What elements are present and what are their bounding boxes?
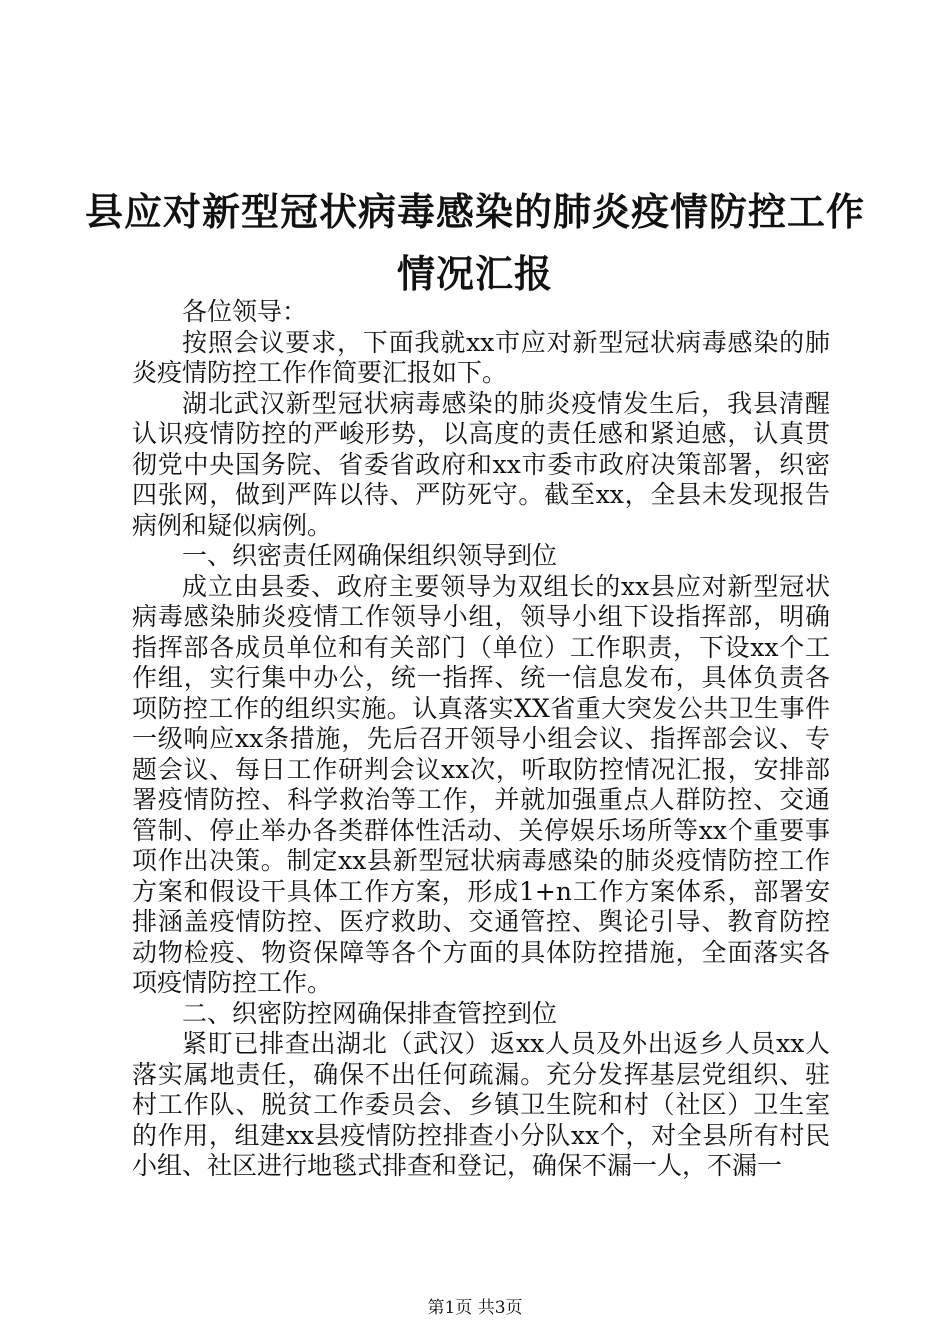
paragraph-section-1: 成立由县委、政府主要领导为双组长的xx县应对新型冠状病毒感染肺炎疫情工作领导小组，领导小组下设指挥部，明确指挥部各成员单位和有关部门（单位）工作职责，下设xx个工作组，实行集中办公，统一指挥、统一信息发布，具体负责各项防控工作的组织实施。认真落实XX省重大突发公共卫生事件一级响应xx条措施，先后召开领导小组会议、指挥部会议、专题会议、每日工作研判会议xx次，听取防控情况汇报，安排部署疫情防控、科学救治等工作，并就加强重点人群防控、交通管制、停止举办各类群体性活动、关停娱乐场所等xx个重要事项作出决策。制定xx县新型冠状病毒感染的肺炎疫情防控工作方案和假设干具体工作方案，形成1+n工作方案体系，部署安排涵盖疫情防控、医疗救助、交通管控、舆论引导、教育防控动物检疫、物资保障等各个方面的具体防控措施，全面落实各项疫情防控工作。 [132, 571, 830, 997]
page-footer: 第1页 共3页 [427, 1298, 523, 1318]
paragraph-intro: 按照会议要求，下面我就xx市应对新型冠状病毒感染的肺炎疫情防控工作作简要汇报如下。 [132, 327, 830, 387]
paragraph-overview: 湖北武汉新型冠状病毒感染的肺炎疫情发生后，我县清醒认识疫情防控的严峻形势，以高度的责任感和紧迫感，认真贯彻党中央国务院、省委省政府和xx市委市政府决策部署，织密四张网，做到严阵以待、严防死守。截至xx，全县未发现报告病例和疑似病例。 [132, 388, 830, 540]
document-title-line-2: 情况汇报 [396, 251, 553, 296]
paragraph-section-2: 紧盯已排查出湖北（武汉）返xx人员及外出返乡人员xx人落实属地责任，确保不出任何疏漏。充分发挥基层党组织、驻村工作队、脱贫工作委员会、乡镇卫生院和村（社区）卫生室的作用，组建xx县疫情防控排查小分队xx个，对全县所有村民小组、社区进行地毯式排查和登记，确保不漏一人，不漏一 [132, 1029, 830, 1180]
document-title-line-1: 县应对新型冠状病毒感染的肺炎疫情防控工作 [84, 189, 865, 234]
salutation: 各位领导： [182, 297, 308, 326]
section-heading-1: 一、织密责任网确保组织领导到位 [182, 541, 558, 570]
section-heading-2: 二、织密防控网确保排查管控到位 [182, 998, 558, 1028]
document-body [132, 297, 830, 1182]
